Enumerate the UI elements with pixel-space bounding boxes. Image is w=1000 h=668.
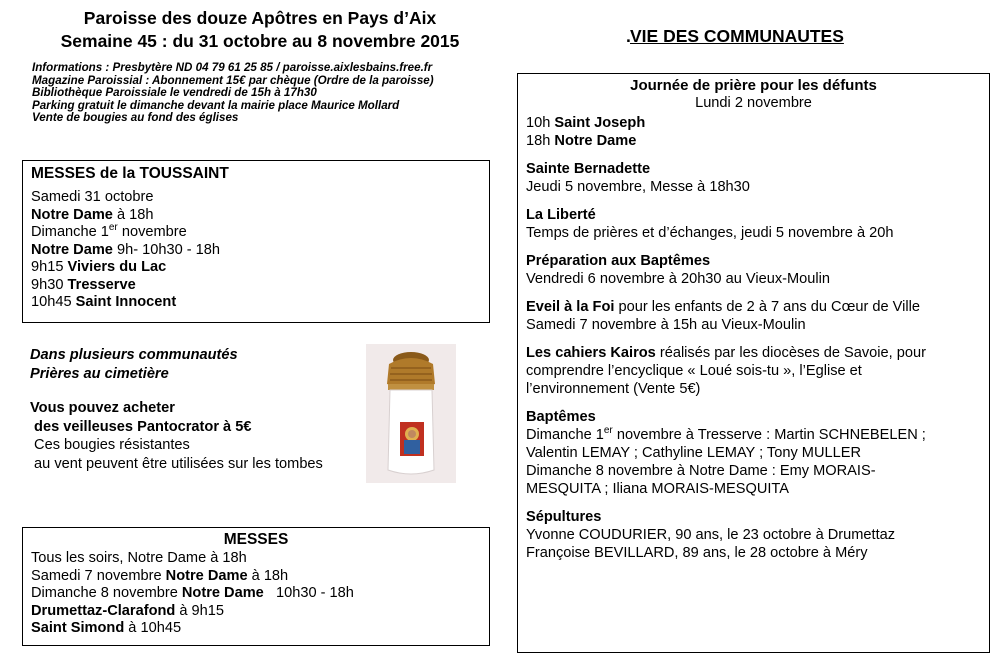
baptemes-section (526, 408, 981, 498)
candle-description: au vent peuvent être utilisées sur les tombes (30, 455, 323, 472)
section-text: Temps de prières et d’échanges, jeudi 5 novembre à 20h (526, 225, 894, 241)
section-text: l’environnement (Vente 5€) (526, 381, 701, 397)
text: 9h- 10h30 - 18h (112, 241, 221, 258)
church-name: Notre Dame (31, 206, 113, 223)
kairos-section (526, 344, 981, 398)
defunts-heading: Journée de prière pour les défunts (630, 77, 877, 94)
section-text (526, 426, 981, 444)
messes-heading: MESSES (223, 531, 289, 548)
text: à 10h45 (124, 620, 182, 636)
candle-offer: des veilleuses Pantocrator à 5€ (30, 418, 252, 435)
toussaint-line (31, 189, 481, 207)
candle-offer: Vous pouvez acheter (30, 400, 175, 416)
text: à 18h (112, 206, 154, 223)
section-title: Baptêmes (526, 409, 596, 425)
messes-line (31, 620, 481, 638)
section-text: Samedi 7 novembre à 15h au Vieux-Moulin (526, 317, 806, 333)
section-text: Françoise BEVILLARD, 89 ans, le 28 octobre à Méry (526, 545, 868, 561)
text: novembre (117, 224, 187, 240)
church-name: Saint Joseph (554, 115, 646, 131)
text: 9h30 (31, 276, 68, 293)
toussaint-line (31, 259, 481, 277)
cemetery-line: Dans plusieurs communautés (30, 347, 238, 363)
church-name: Notre Dame (165, 567, 248, 584)
section-title: Sainte Bernadette (526, 161, 651, 177)
text: à 9h15 (175, 602, 225, 619)
week-title: Semaine 45 : du 31 octobre au 8 novembre 2015 (60, 31, 460, 51)
section-text: comprendre l’encyclique « Loué sois-tu », l’Eglise et (526, 363, 862, 379)
text: Tous les soirs, Notre Dame à 18h (31, 550, 247, 566)
messes-schedule (31, 550, 481, 638)
messes-box (22, 527, 490, 646)
church-name: Drumettaz-Clarafond (31, 602, 176, 619)
messes-line (31, 550, 481, 568)
toussaint-box (22, 160, 490, 323)
title-dot: . (626, 26, 631, 46)
section-text: Valentin LEMAY ; Cathyline LEMAY ; Tony MULLER (526, 445, 862, 461)
communities-title: VIE DES COMMUNAUTES (630, 26, 844, 46)
superscript: er (108, 222, 118, 234)
text: Dimanche 1 (31, 224, 109, 240)
info-line-bougies: Vente de bougies au fond des églises (32, 111, 239, 125)
text: à 18h (247, 567, 289, 584)
messes-line (31, 603, 481, 621)
superscript: er (603, 425, 613, 437)
text: Dimanche 8 novembre (31, 585, 182, 601)
baptism-prep-section (526, 252, 981, 288)
communities-box (517, 73, 990, 653)
text: pour les enfants de 2 à 7 ans du Cœur de Ville (614, 299, 920, 315)
candle-description: Ces bougies résistantes (30, 437, 190, 453)
text: réalisés par les diocèses de Savoie, pour (655, 345, 926, 361)
defunts-line (526, 114, 981, 132)
section-text (526, 344, 981, 362)
toussaint-line (31, 224, 481, 242)
messes-line (31, 585, 481, 603)
toussaint-line (31, 277, 481, 295)
parish-title: Paroisse des douze Apôtres en Pays d’Aix (83, 8, 437, 28)
defunts-date: Lundi 2 novembre (695, 95, 812, 111)
church-name: Tresserve (67, 276, 136, 293)
text: 18h (526, 133, 555, 149)
veilleuse-pantocrator-icon (366, 344, 456, 483)
bernadette-section (526, 160, 981, 196)
toussaint-line (31, 242, 481, 260)
church-name: Viviers du Lac (67, 259, 167, 275)
toussaint-line (31, 294, 481, 312)
info-line-parking: Parking gratuit le dimanche devant la mairie place Maurice Mollard (32, 98, 400, 112)
info-line-presbytere: Informations : Presbytère ND 04 79 61 25 85 / paroisse.aixlesbains.free.fr (32, 61, 433, 74)
defunts-line (526, 132, 981, 150)
text: Samedi 31 octobre (31, 189, 154, 205)
church-name: Notre Dame (554, 133, 637, 149)
church-name: Notre Dame (31, 241, 113, 258)
liberte-section (526, 206, 981, 242)
cemetery-block (30, 346, 370, 473)
text: 10h30 - 18h (263, 585, 354, 601)
section-text: Dimanche 8 novembre à Notre Dame : Emy MORAIS- (526, 463, 876, 479)
section-title: La Liberté (526, 207, 596, 223)
church-name: Notre Dame (181, 585, 264, 601)
text: novembre à Tresserve : Martin SCHNEBELEN ; (612, 427, 926, 443)
text: Dimanche 1 (526, 427, 604, 443)
church-name: Saint Simond (31, 620, 125, 636)
messes-line (31, 568, 481, 586)
sepultures-section (526, 508, 981, 562)
section-text: Yvonne COUDURIER, 90 ans, le 23 octobre à Drumettaz (526, 527, 896, 543)
section-title: Sépultures (526, 509, 602, 525)
toussaint-heading: MESSES de la TOUSSAINT (31, 165, 229, 182)
toussaint-schedule (31, 189, 481, 312)
text: 10h (526, 115, 555, 131)
info-line-magazine: Magazine Paroissial : Abonnement 15€ par chèque (Ordre de la paroisse) (32, 73, 434, 87)
section-text (526, 298, 981, 316)
church-name: Saint Innocent (75, 294, 177, 310)
cemetery-line: Prières au cimetière (30, 365, 169, 382)
section-title: Les cahiers Kairos (526, 345, 656, 361)
defunts-section (526, 114, 981, 150)
info-line-bibliotheque: Bibliothèque Paroissiale le vendredi de 15h à 17h30 (32, 86, 317, 100)
section-text: MESQUITA ; Iliana MORAIS-MESQUITA (526, 481, 789, 497)
section-text: Vendredi 6 novembre à 20h30 au Vieux-Moulin (526, 271, 830, 287)
eveil-section (526, 298, 981, 334)
info-block (32, 62, 502, 125)
text: Samedi 7 novembre (31, 567, 166, 584)
section-title: Eveil à la Foi (526, 299, 615, 315)
section-text: Jeudi 5 novembre, Messe à 18h30 (526, 179, 750, 195)
text: 10h45 (31, 294, 76, 310)
text: 9h15 (31, 259, 68, 275)
toussaint-line (31, 207, 481, 225)
section-title: Préparation aux Baptêmes (526, 253, 711, 269)
